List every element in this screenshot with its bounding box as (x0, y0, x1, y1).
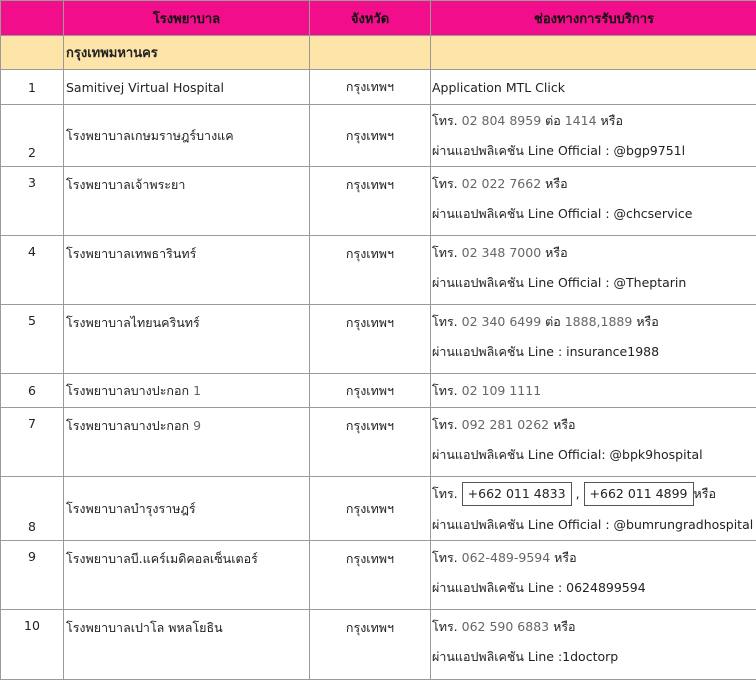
header-row (1, 1, 756, 36)
province: กรุงเทพฯ (310, 236, 431, 305)
row-number: 7 (1, 408, 64, 477)
province: กรุงเทพฯ (310, 167, 431, 236)
table-row (1, 541, 756, 610)
line-channel: ผ่านแอปพลิเคชัน Line :1doctorp (432, 642, 756, 672)
province: กรุงเทพฯ (310, 374, 431, 408)
service-channel: Application MTL Click (431, 70, 756, 105)
table-row (1, 305, 756, 374)
hospital-name: โรงพยาบาลเทพธารินทร์ (64, 236, 310, 305)
row-number: 1 (1, 70, 64, 105)
province: กรุงเทพฯ (310, 105, 431, 167)
header-service: ช่องทางการรับบริการ (431, 1, 756, 36)
row-number: 5 (1, 305, 64, 374)
hospital-name: โรงพยาบาลไทยนครินทร์ (64, 305, 310, 374)
service-channel: โทร. 062 590 6883 หรือ ผ่านแอปพลิเคชัน Line :1doctorp (431, 610, 756, 680)
phone-box-1: +662 011 4833 (462, 482, 572, 506)
row-number: 4 (1, 236, 64, 305)
province: กรุงเทพฯ (310, 70, 431, 105)
hospital-name: Samitivej Virtual Hospital (64, 70, 310, 105)
row-number: 9 (1, 541, 64, 610)
hospital-name: โรงพยาบาลบางปะกอก 1 (64, 374, 310, 408)
row-number: 3 (1, 167, 64, 236)
service-channel: โทร. 02 348 7000 หรือ ผ่านแอปพลิเคชัน Line Official : @Theptarin (431, 236, 756, 305)
province: กรุงเทพฯ (310, 477, 431, 541)
header-hospital: โรงพยาบาล (64, 1, 310, 36)
section-label: กรุงเทพมหานคร (64, 36, 310, 70)
hospital-name: โรงพยาบาลบี.แคร์เมดิคอลเซ็นเตอร์ (64, 541, 310, 610)
table-row (1, 610, 756, 680)
table-row (1, 374, 756, 408)
table-row (1, 408, 756, 477)
phone-box-2: +662 011 4899 (584, 482, 694, 506)
hospital-name: โรงพยาบาลเกษมราษฎร์บางแค (64, 105, 310, 167)
line-channel: ผ่านแอปพลิเคชัน Line Official : @bgp9751l (432, 136, 756, 166)
table-row (1, 236, 756, 305)
row-number: 2 (1, 105, 64, 167)
line-channel: ผ่านแอปพลิเคชัน Line : insurance1988 (432, 337, 756, 367)
header-province: จังหวัด (310, 1, 431, 36)
province: กรุงเทพฯ (310, 408, 431, 477)
province: กรุงเทพฯ (310, 610, 431, 680)
header-blank (1, 1, 64, 36)
province: กรุงเทพฯ (310, 541, 431, 610)
line-channel: ผ่านแอปพลิเคชัน Line Official : @Theptarin (432, 268, 756, 298)
service-channel: โทร. 02 804 8959 ต่อ 1414 หรือ ผ่านแอปพลิเคชัน Line Official : @bgp9751l (431, 105, 756, 167)
section-row (1, 36, 756, 70)
service-channel: โทร. 062-489-9594 หรือ ผ่านแอปพลิเคชัน Line : 0624899594 (431, 541, 756, 610)
line-channel: ผ่านแอปพลิเคชัน Line Official : @bumrungradhospital (432, 510, 756, 540)
service-channel: โทร. 092 281 0262 หรือ ผ่านแอปพลิเคชัน Line Official: @bpk9hospital (431, 408, 756, 477)
service-channel: โทร. 02 109 1111 (431, 374, 756, 408)
row-number: 6 (1, 374, 64, 408)
row-number: 10 (1, 610, 64, 680)
service-channel: โทร. 02 340 6499 ต่อ 1888,1889 หรือ ผ่านแอปพลิเคชัน Line : insurance1988 (431, 305, 756, 374)
hospital-name: โรงพยาบาลเจ้าพระยา (64, 167, 310, 236)
table-row (1, 167, 756, 236)
line-channel: ผ่านแอปพลิเคชัน Line Official : @chcservice (432, 199, 756, 229)
table-row (1, 105, 756, 167)
province: กรุงเทพฯ (310, 305, 431, 374)
row-number: 8 (1, 477, 64, 541)
service-channel: โทร. +662 011 4833 , +662 011 4899 หรือ ผ่านแอปพลิเคชัน Line Official : @bumrungradhospital (431, 477, 756, 541)
hospital-name: โรงพยาบาลบางปะกอก 9 (64, 408, 310, 477)
line-channel: ผ่านแอปพลิเคชัน Line : 0624899594 (432, 573, 756, 603)
hospital-name: โรงพยาบาลบำรุงราษฎร์ (64, 477, 310, 541)
hospital-name: โรงพยาบาลเปาโล พหลโยธิน (64, 610, 310, 680)
line-channel: ผ่านแอปพลิเคชัน Line Official: @bpk9hospital (432, 440, 756, 470)
table-row (1, 70, 756, 105)
service-channel: โทร. 02 022 7662 หรือ ผ่านแอปพลิเคชัน Line Official : @chcservice (431, 167, 756, 236)
table-row (1, 477, 756, 541)
